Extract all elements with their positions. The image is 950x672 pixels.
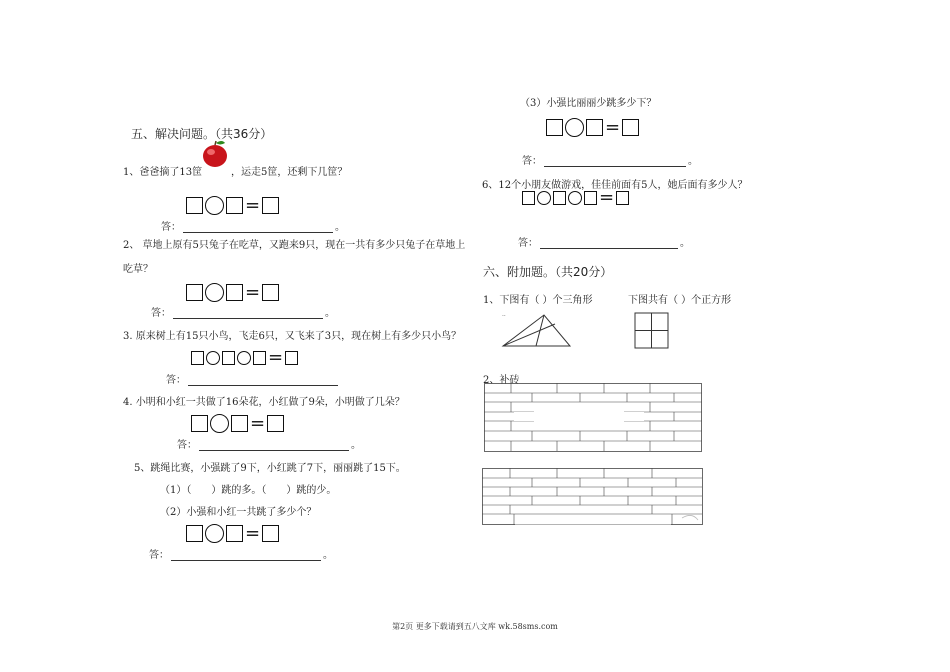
equation-1 [186, 196, 279, 215]
answer-box[interactable] [186, 284, 203, 301]
answer-label: 答： [518, 238, 538, 249]
answer-label: 答： [149, 550, 169, 561]
answer-box[interactable] [186, 525, 203, 542]
question-3: 3. 原来树上有15只小鸟，飞走6只，又飞来了3只，现在树上有多少只小鸟？ [123, 331, 462, 342]
question-4: 4. 小明和小红一共做了16朵花，小红做了9朵，小明做了几朵？ [123, 397, 405, 408]
answer-box[interactable] [226, 525, 243, 542]
answer-box[interactable] [191, 351, 204, 365]
equation-2 [186, 283, 279, 302]
equals-sign: = [599, 187, 615, 208]
section-5-title: 五、解决问题。（共36分） [131, 127, 273, 141]
equation-5-3 [546, 118, 639, 137]
apple-icon [201, 139, 229, 169]
answer-line-4 [177, 436, 361, 451]
bonus-question-2: 2、补砖 [483, 375, 520, 386]
answer-box[interactable] [522, 191, 535, 205]
equals-sign: = [268, 347, 284, 368]
answer-box[interactable] [586, 119, 603, 136]
equation-4 [191, 414, 284, 433]
answer-blank[interactable] [188, 375, 338, 386]
operator-circle[interactable] [237, 351, 251, 365]
brick-wall-2 [482, 468, 704, 526]
answer-end: 。 [680, 238, 690, 249]
answer-line-2 [151, 304, 335, 319]
answer-end: 。 [335, 222, 345, 233]
answer-label: 答： [522, 156, 542, 167]
question-2-line-2: 吃草？ [123, 264, 153, 275]
answer-box[interactable] [253, 351, 266, 365]
equals-sign: = [605, 116, 621, 138]
question-1-part-b: ，运走5筐，还剩下几筐？ [231, 167, 348, 178]
question-5-part-2: （2）小强和小红一共跳了多少个？ [160, 507, 317, 518]
answer-line-1 [161, 218, 345, 233]
operator-circle[interactable] [565, 118, 584, 137]
answer-blank[interactable] [171, 550, 321, 561]
answer-blank[interactable] [544, 156, 686, 167]
answer-label: 答： [166, 375, 186, 386]
equals-sign: = [245, 522, 261, 544]
answer-box[interactable] [191, 415, 208, 432]
bonus-question-1-squares: 下图共有（ ）个正方形 [628, 295, 732, 306]
equation-5-2 [186, 524, 279, 543]
answer-blank[interactable] [199, 440, 349, 451]
page-footer: 第2页 更多下载请到五八文库 wk.58sms.com [392, 622, 558, 631]
answer-box[interactable] [616, 191, 629, 205]
answer-box[interactable] [226, 284, 243, 301]
answer-line-5-3 [522, 152, 698, 167]
answer-end: 。 [351, 440, 361, 451]
answer-line-3 [166, 371, 340, 386]
answer-box[interactable] [186, 197, 203, 214]
answer-box[interactable] [262, 525, 279, 542]
question-1-part-a: 1、爸爸摘了13筐 [123, 167, 203, 178]
equation-3 [191, 347, 298, 368]
operator-circle[interactable] [205, 196, 224, 215]
question-5: 5、跳绳比赛，小强跳了9下，小红跳了7下，丽丽跳了15下。 [134, 463, 406, 474]
answer-box[interactable] [553, 191, 566, 205]
equals-sign: = [250, 412, 266, 434]
question-5-part-3: （3）小强比丽丽少跳多少下？ [520, 98, 657, 109]
answer-box[interactable] [267, 415, 284, 432]
answer-box[interactable] [546, 119, 563, 136]
square-figure [634, 312, 670, 350]
answer-box[interactable] [584, 191, 597, 205]
answer-box[interactable] [285, 351, 298, 365]
equals-sign: = [245, 281, 261, 303]
equals-sign: = [245, 194, 261, 216]
answer-box[interactable] [222, 351, 235, 365]
operator-circle[interactable] [205, 524, 224, 543]
operator-circle[interactable] [205, 283, 224, 302]
answer-line-6 [518, 234, 690, 249]
question-2-line-1: 2、 草地上原有5只兔子在吃草，又跑来9只，现在一共有多少只兔子在草地上 [123, 240, 466, 251]
answer-label: 答： [177, 440, 197, 451]
operator-circle[interactable] [210, 414, 229, 433]
answer-end: 。 [323, 550, 333, 561]
brick-wall-1 [484, 383, 702, 453]
answer-box[interactable] [262, 197, 279, 214]
answer-blank[interactable] [540, 238, 678, 249]
answer-blank[interactable] [173, 308, 323, 319]
operator-circle[interactable] [206, 351, 220, 365]
answer-line-5-2 [149, 546, 333, 561]
answer-box[interactable] [622, 119, 639, 136]
operator-circle[interactable] [537, 191, 551, 205]
answer-blank[interactable] [183, 222, 333, 233]
answer-label: 答： [161, 222, 181, 233]
svg-text:..: .. [502, 311, 506, 318]
answer-end: 。 [688, 156, 698, 167]
question-5-part-1: （1）（ ）跳的多。（ ）跳的少。 [160, 485, 337, 496]
triangle-figure [500, 310, 580, 350]
section-6-title: 六、附加题。（共20分） [483, 265, 613, 279]
bonus-question-1: 1、下图有（ ）个三角形 [483, 295, 593, 306]
equation-6 [522, 187, 629, 208]
question-6: 6、12个小朋友做游戏，佳佳前面有5人，她后面有多少人？ [482, 180, 748, 191]
answer-box[interactable] [226, 197, 243, 214]
answer-end: 。 [325, 308, 335, 319]
answer-label: 答： [151, 308, 171, 319]
operator-circle[interactable] [568, 191, 582, 205]
answer-box[interactable] [231, 415, 248, 432]
answer-box[interactable] [262, 284, 279, 301]
